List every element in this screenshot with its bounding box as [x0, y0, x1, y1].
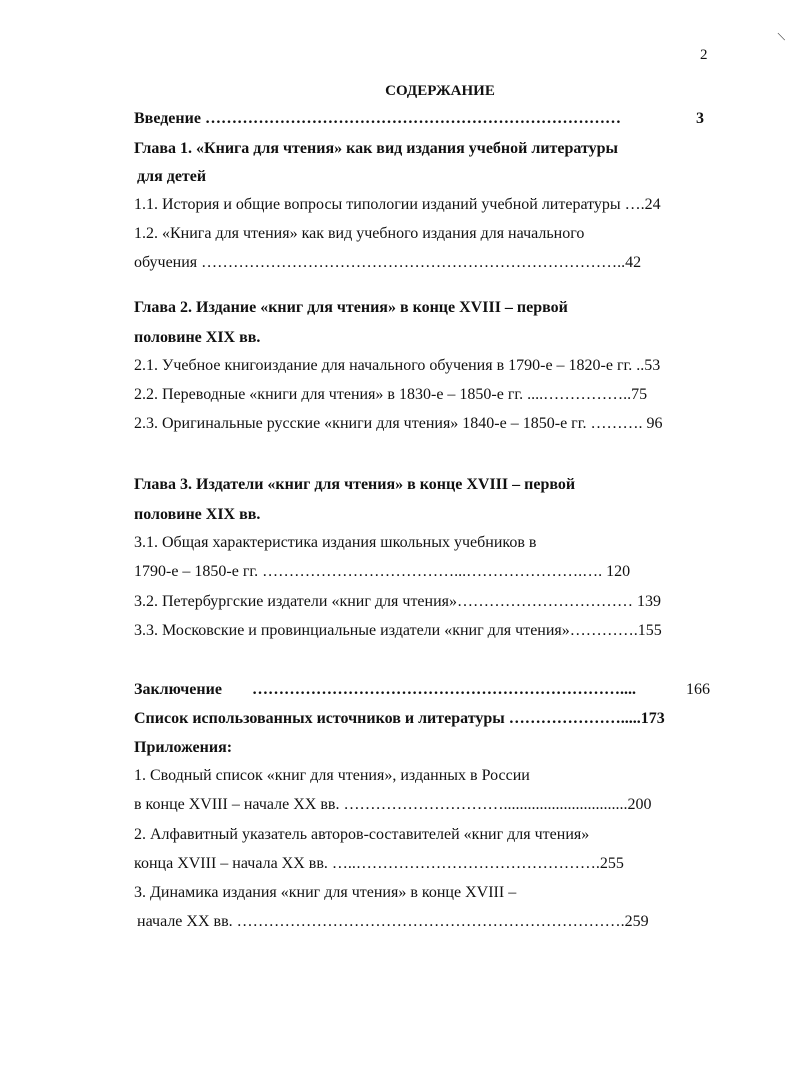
toc-chapter1-title: Глава 1. «Книга для чтения» как вид издания учебной литературы	[134, 140, 619, 157]
toc-item-3-2: 3.2. Петербургские издатели «книг для чтения»…………………………… 139	[134, 593, 662, 610]
toc-item-2-1: 2.1. Учебное книгоиздание для начального обучения в 1790-е – 1820-е гг. ..53	[134, 357, 661, 374]
toc-chapter1-title-cont: для детей	[137, 168, 207, 185]
toc-chapter3-title-cont: половине XIX вв.	[134, 506, 261, 523]
page-title: СОДЕРЖАНИЕ	[385, 83, 495, 99]
page-number: 2	[700, 47, 708, 63]
toc-item-1-1: 1.1. История и общие вопросы типологии изданий учебной литературы ….24	[134, 196, 661, 213]
toc-chapter2-title: Глава 2. Издание «книг для чтения» в конце XVIII – первой	[134, 299, 568, 316]
toc-appendix-2: 2. Алфавитный указатель авторов-составителей «книг для чтения»	[134, 826, 590, 843]
toc-item-1-2: 1.2. «Книга для чтения» как вид учебного издания для начального	[134, 225, 585, 242]
toc-item-1-2-cont: обучения ……………………………………………………………………..42	[134, 254, 642, 271]
toc-appendix-1: 1. Сводный список «книг для чтения», изданных в России	[134, 767, 530, 784]
toc-intro: Введение ……………………………………………………………………	[134, 110, 621, 127]
toc-item-3-1-cont: 1790-е – 1850-е гг. ………………………………...………………….…. 120	[134, 563, 631, 580]
toc-conclusion-dots: ……………………………………………………………....	[252, 681, 636, 698]
toc-conclusion: Заключение	[134, 681, 222, 698]
toc-item-2-3: 2.3. Оригинальные русские «книги для чтения» 1840-е – 1850-е гг. ………. 96	[134, 415, 663, 432]
toc-chapter2-title-cont: половине XIX вв.	[134, 329, 261, 346]
toc-chapter3-title: Глава 3. Издатели «книг для чтения» в конце XVIII – первой	[134, 476, 576, 493]
toc-conclusion-page: 166	[686, 681, 710, 698]
toc-appendix-3-cont: начале XX вв. ……………………………………………………………….259	[137, 913, 649, 930]
toc-sources: Список использованных источников и литературы ………………….....173	[134, 710, 665, 727]
toc-item-3-1: 3.1. Общая характеристика издания школьных учебников в	[134, 534, 537, 551]
margin-mark: \	[776, 29, 787, 46]
toc-item-2-2: 2.2. Переводные «книги для чтения» в 1830-е – 1850-е гг. ....……………..75	[134, 386, 648, 403]
toc-appendices: Приложения:	[134, 739, 233, 756]
toc-appendix-2-cont: конца XVIII – начала XX вв. …..……………………………………….255	[134, 855, 624, 872]
toc-appendix-3: 3. Динамика издания «книг для чтения» в конце XVIII –	[134, 884, 517, 901]
toc-intro-page: 3	[696, 110, 704, 127]
toc-appendix-1-cont: в конце XVIII – начале XX вв. …………………………...............................200	[134, 796, 652, 813]
toc-item-3-3: 3.3. Московские и провинциальные издатели «книг для чтения»………….155	[134, 622, 662, 639]
